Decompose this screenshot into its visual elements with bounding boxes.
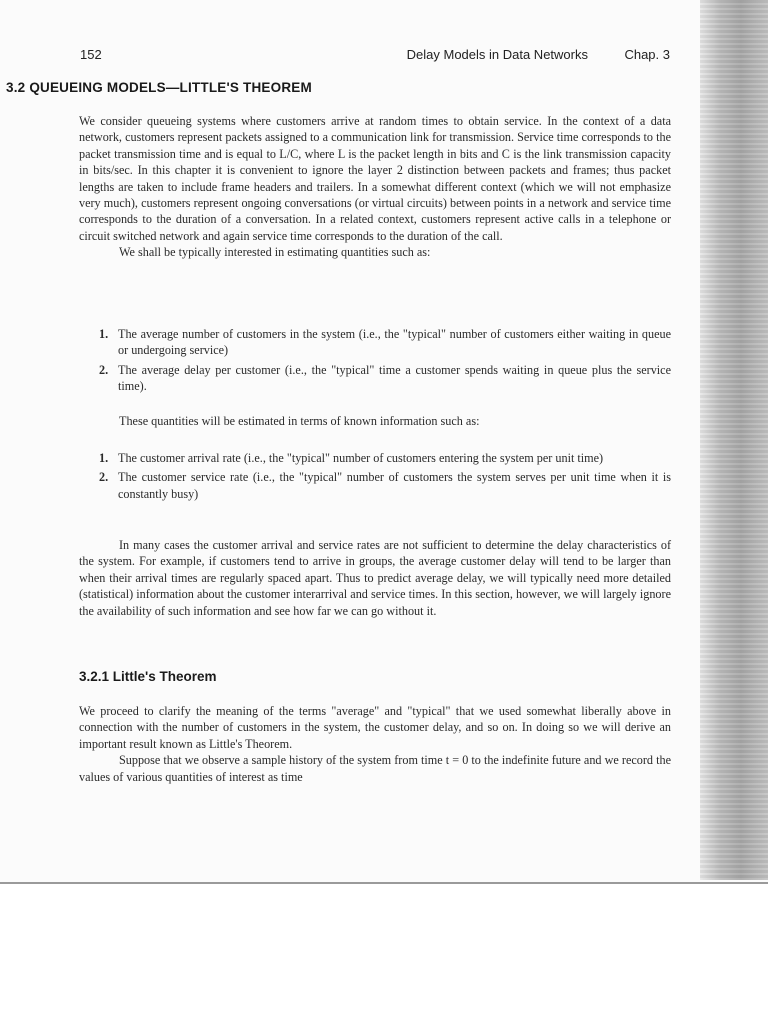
subsection-heading: 3.2.1 Little's Theorem	[79, 669, 217, 684]
suppose-paragraph: Suppose that we observe a sample history of the system from time t = 0 to the indefinite future and we record the values of various quantities of interest as time	[79, 753, 671, 784]
known-info-list	[79, 450, 671, 505]
list-item	[79, 469, 671, 502]
running-title: Delay Models in Data Networks	[406, 47, 588, 62]
list-number: 1.	[99, 327, 109, 341]
proceed-paragraph: We proceed to clarify the meaning of the terms "average" and "typical" that we used somewhat liberally above in connection with the number of customers in the system, the customer delay, and so on. In doing so we will derive an important result known as Little's Theorem.	[79, 704, 671, 751]
interested-paragraph: We shall be typically interested in estimating quantities such as:	[119, 245, 431, 260]
quantities-list	[79, 326, 671, 398]
list-item-text: The customer service rate (i.e., the "typical" number of customers the system serves per unit time when it is constantly busy)	[118, 470, 671, 501]
running-header	[80, 47, 670, 67]
list-number: 2.	[99, 362, 109, 377]
estimated-paragraph: These quantities will be estimated in terms of known information such as:	[119, 414, 480, 428]
scan-shadow-edge	[700, 0, 768, 880]
list-item	[79, 450, 671, 466]
list-item	[79, 362, 671, 395]
many-cases-block	[79, 537, 671, 619]
estimated-block	[119, 413, 671, 429]
intro-paragraph: We consider queueing systems where customers arrive at random times to obtain service. In the context of a data network, customers represent packets assigned to a communication link for transmission. Service time corresponds to the packet transmission time and is equal to L/C, where L is the packet length in bits and C is the link transmission capacity in bits/sec. In this chapter it is convenient to ignore the layer 2 distinction between packets and frames; thus packet lengths are taken to include frame headers and trailers. In a somewhat different context (which we will not emphasize very much), customers represent ongoing conversations (or virtual circuits) between points in a network and service time corresponds to the duration of a conversation. In a related context, customers represent active calls in a telephone or circuit switched network and again service time corresponds to the duration of the call.	[79, 114, 671, 243]
page-number: 152	[80, 47, 102, 62]
chapter-label: Chap. 3	[624, 47, 670, 62]
list-item-text: The average delay per customer (i.e., the "typical" time a customer spends waiting in queue plus the service time).	[118, 362, 671, 394]
section-heading: 3.2 QUEUEING MODELS—LITTLE'S THEOREM	[6, 80, 312, 95]
many-cases-paragraph: In many cases the customer arrival and service rates are not sufficient to determine the delay characteristics of the system. For example, if customers tend to arrive in groups, the average customer delay will tend to be larger than when their arrival times are regularly spaced apart. Thus to predict average delay, we will typically need more detailed (statistical) information about the customer interarrival and service times. In this section, however, we will largely ignore the availability of such information and see how far we can go without it.	[79, 538, 671, 618]
scanner-background	[0, 884, 768, 1024]
list-number: 2.	[99, 470, 109, 485]
list-item-text: The customer arrival rate (i.e., the "typical" number of customers entering the system per unit time)	[118, 451, 604, 465]
list-item	[79, 326, 671, 359]
little-theorem-block	[79, 703, 671, 785]
list-number: 1.	[99, 451, 109, 465]
intro-block	[79, 113, 671, 261]
list-item-text: The average number of customers in the system (i.e., the "typical" number of customers either waiting in queue or undergoing service)	[118, 327, 671, 358]
